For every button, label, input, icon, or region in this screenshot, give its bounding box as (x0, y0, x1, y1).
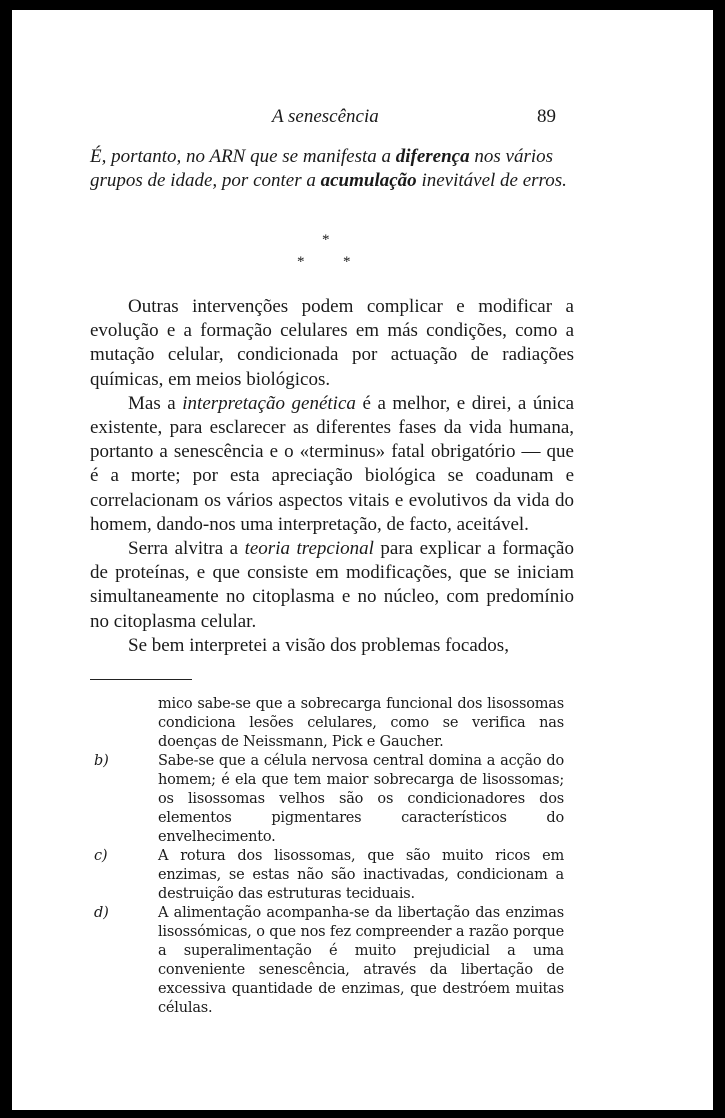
italic-conclusion (90, 145, 570, 193)
main-text (90, 295, 574, 658)
footnote-text: A alimentação acompanha-se da libertação das enzimas lisossómicas, o que nos fez compreender a razão porque a superalimentação é muito prejudicial a uma conveniente senescência, através da libertação de excessiva quantidade de enzimas, que destróem muitas células. (158, 905, 564, 1016)
asterisk-left: * (297, 254, 305, 270)
asterisk-top: * (322, 232, 330, 248)
footnote-label: d) (94, 905, 109, 921)
footnote-continuation: mico sabe-se que a sobrecarga funcional dos lisossomas condiciona lesões celulares, como se verifica nas doenças de Neissmann, Pick e Gaucher. (158, 696, 564, 750)
running-title: A senescência (272, 106, 379, 127)
paragraph-1: Outras intervenções podem complicar e modificar a evolução e a formação celulares em más condições, como a mutação celular, condicionada por actuação de radiações químicas, em meios biológicos. (90, 296, 574, 390)
asterism-separator (12, 228, 713, 278)
conclusion-emphasis-2: acumulação (320, 170, 417, 191)
paragraph-2-rest: é a melhor, e direi, a única existente, para esclarecer as diferentes fases da vida humana, portanto a senescência e o «terminus» fatal obrigatório — que é a morte; por esta apreciação biológica se coadunam e correlacionam os vários aspectos vitais e evolutivos da vida do homem, dando-nos uma interpretação, de facto, aceitável. (90, 392, 575, 535)
conclusion-text-2: nos vários grupos de idade, por conter a (90, 146, 554, 191)
footnote-divider (90, 679, 192, 680)
conclusion-text-3: inevitável de erros. (416, 170, 567, 191)
paragraph-2-italic: interpretação genética (182, 392, 356, 414)
footnote-item (94, 904, 564, 1018)
paragraph-3-rest: para explicar a formação de proteínas, e que consiste em modificações, que se iniciam simultaneamente no citoplasma e no núcleo, com predomínio no citoplasma celular. (90, 538, 574, 632)
asterisk-right: * (343, 254, 351, 270)
footnote-item (94, 752, 564, 847)
conclusion-emphasis-1: diferença (395, 146, 470, 167)
paragraph-2-start: Mas a (128, 392, 183, 414)
page-header (12, 106, 713, 136)
paragraph-3-start: Serra alvitra a (128, 538, 245, 560)
paragraph-2 (90, 392, 574, 537)
footnote-label: c) (94, 848, 108, 864)
footnote-item (94, 847, 564, 904)
footnote-text: A rotura dos lisossomas, que são muito ricos em enzimas, se estas não são inactivadas, condicionam a destruição das estruturas teciduais. (158, 848, 564, 902)
footnote-text: Sabe-se que a célula nervosa central domina a acção do homem; é ela que tem maior sobrecarga de lisossomas; os lisossomas velhos são os condicionadores dos elementos pigmentares característicos do envelhecimento. (158, 753, 564, 845)
conclusion-text-1: É, portanto, no ARN que se manifesta a (90, 146, 396, 167)
paragraph-4: Se bem interpretei a visão dos problemas focados, (128, 634, 509, 656)
footnotes (94, 695, 564, 1018)
paragraph-3-italic: teoria trepcional (244, 538, 374, 560)
book-page (12, 10, 713, 1110)
page-number: 89 (537, 106, 556, 127)
paragraph-3 (90, 537, 574, 634)
footnote-label: b) (94, 753, 109, 769)
